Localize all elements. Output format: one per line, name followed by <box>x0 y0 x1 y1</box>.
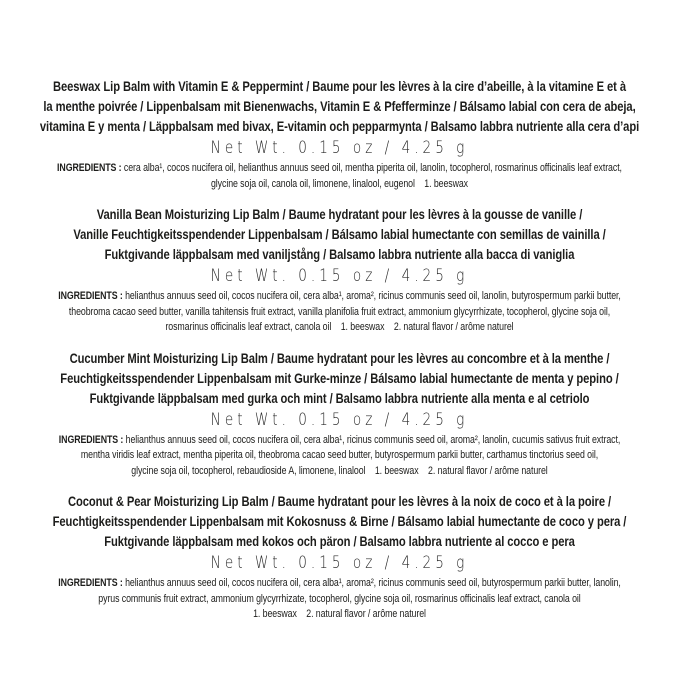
ingredients-line: glycine soja oil, canola oil, limonene, linalool, eugenol 1. beeswax <box>210 177 469 190</box>
ingredients-line <box>0 289 679 305</box>
product-title-line: la menthe poivrée / Lippenbalsam mit Bienenwachs, Vitamin E & Pfefferminze / Bálsamo labial con cera de abeja, <box>43 98 636 114</box>
ingredients-line: mentha viridis leaf extract, mentha piperita oil, theobroma cacao seed butter, butyrospermum parkii butter, carthamus tinctorius seed oil, <box>80 449 599 461</box>
ingredients-label: INGREDIENTS : <box>57 162 124 174</box>
ingredients-text: helianthus annuus seed oil, cocos nucifera oil, cera alba¹, aroma², ricinus communis seed oil, lanolin, butyrospermum parkii butter, <box>125 290 621 302</box>
ingredients-line: glycine soja oil, tocopherol, rebaudioside A, limonene, linalool 1. beeswax 2. natural flavor / arôme naturel <box>131 464 548 477</box>
product-title-line: vitamina E y menta / Läppbalsam med bivax, E-vitamin och pepparmynta / Balsamo labbra nutriente alla cera d’api <box>39 118 640 134</box>
ingredients-line <box>0 576 679 592</box>
net-weight-text: Net Wt. 0.15 oz / 4.25 g <box>210 266 469 286</box>
ingredients-paragraph <box>0 576 679 623</box>
product-title-line: Feuchtigkeitsspendender Lippenbalsam mit Gurke-minze / Bálsamo labial humectante de menta y pepino / <box>60 369 619 386</box>
product-title-line: Feuchtigkeitsspendender Lippenbalsam mit Kokosnuss & Birne / Bálsamo labial humectante de coco y pera / <box>52 513 627 529</box>
product-title-line: Fuktgivande läppbalsam med kokos och päron / Balsamo labbra nutriente al cocco e pera <box>104 533 575 549</box>
ingredients-line <box>0 433 679 449</box>
product-title-line: Fuktgivande läppbalsam med gurka och mint / Balsamo labbra nutriente alla menta e al cetriolo <box>89 389 590 406</box>
product-section-beeswax-peppermint <box>0 76 679 192</box>
product-title-line: Fuktgivande läppbalsam med vaniljstång / Balsamo labbra nutriente alla bacca di vaniglia <box>104 246 575 262</box>
ingredients-line: rosmarinus officinalis leaf extract, canola oil 1. beeswax 2. natural flavor / arôme naturel <box>165 321 514 333</box>
ingredients-label: INGREDIENTS : <box>58 577 126 589</box>
ingredients-label: INGREDIENTS : <box>58 290 126 302</box>
ingredients-line: pyrus communis fruit extract, ammonium glycyrrhizate, tocopherol, glycine soja oil, rosmarinus officinalis leaf extract, canola oil <box>98 592 581 605</box>
product-title-line: Vanille Feuchtigkeitsspendender Lippenbalsam / Bálsamo labial humectante con semillas de vainilla / <box>73 226 606 242</box>
product-section-cucumber-mint <box>0 348 679 480</box>
ingredients-text: helianthus annuus seed oil, cocos nucifera oil, cera alba¹, aroma², ricinus communis seed oil, butyrospermum parkii butter, lanolin, <box>125 577 621 589</box>
product-section-coconut-pear <box>0 491 679 623</box>
net-weight-text: Net Wt. 0.15 oz / 4.25 g <box>210 409 469 430</box>
ingredients-label: INGREDIENTS : <box>58 433 126 446</box>
ingredients-line: 1. beeswax 2. natural flavor / arôme naturel <box>253 608 426 620</box>
ingredients-text: cera alba¹, cocos nucifera oil, helianthus annuus seed oil, mentha piperita oil, lanolin, tocopherol, rosmarinus officinalis leaf extract, <box>123 162 622 174</box>
net-weight-text: Net Wt. 0.15 oz / 4.25 g <box>210 138 469 158</box>
product-title <box>0 76 679 136</box>
product-section-vanilla-bean <box>0 204 679 336</box>
product-title <box>0 348 679 408</box>
ingredients-paragraph <box>0 289 679 336</box>
product-title-line: Cucumber Mint Moisturizing Lip Balm / Baume hydratant pour les lèvres au concombre et à la menthe / <box>69 349 610 366</box>
ingredients-line <box>0 161 679 177</box>
ingredients-text: helianthus annuus seed oil, cocos nucifera oil, cera alba¹, ricinus communis seed oil, aroma², lanolin, cucumis sativus fruit extract, <box>125 433 621 446</box>
ingredients-paragraph <box>0 161 679 192</box>
ingredients-paragraph <box>0 433 679 480</box>
ingredients-line: theobroma cacao seed butter, vanilla tahitensis fruit extract, vanilla planifolia fruit extract, ammonium glycyrrhizate, tocopherol, glycine soja oil, <box>68 305 611 318</box>
product-title-line: Vanilla Bean Moisturizing Lip Balm / Baume hydratant pour les lèvres à la gousse de vanille / <box>96 206 583 222</box>
product-title-line: Coconut & Pear Moisturizing Lip Balm / Baume hydratant pour les lèvres à la noix de coco et à la poire / <box>67 493 612 509</box>
product-title <box>0 204 679 264</box>
product-title <box>0 491 679 551</box>
net-weight-text: Net Wt. 0.15 oz / 4.25 g <box>210 553 469 573</box>
product-title-line: Beeswax Lip Balm with Vitamin E & Peppermint / Baume pour les lèvres à la cire d’abeille, à la vitamine E et à <box>52 78 626 94</box>
